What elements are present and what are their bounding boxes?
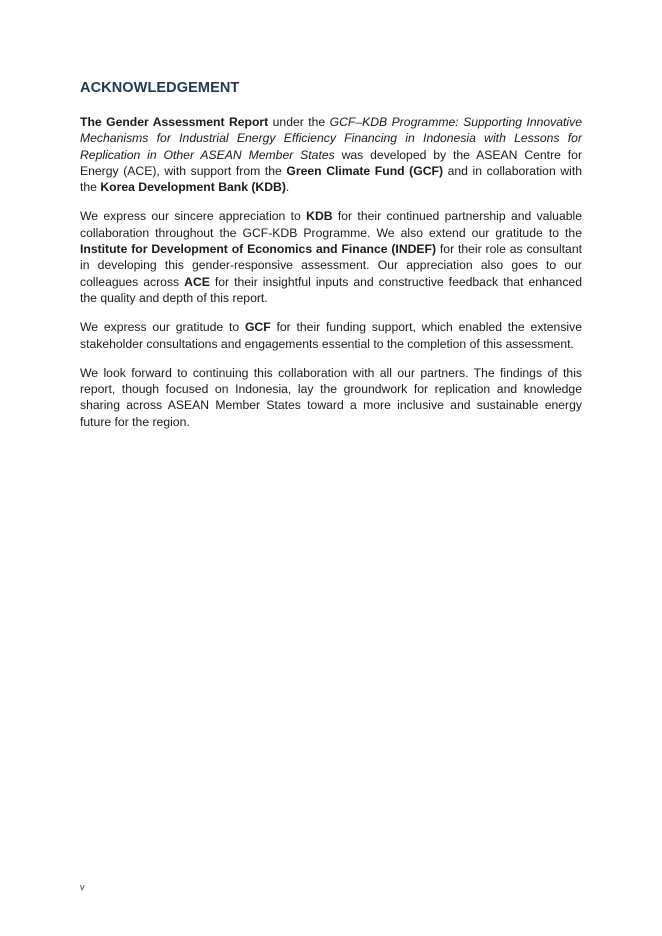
text-span: for their continued partnership and valuable collaboration throughout the GCF-KDB Programme. We also extend our gratitude to the xyxy=(80,209,582,240)
report-title-bold: The Gender Assessment Report xyxy=(80,115,269,129)
paragraph-3 xyxy=(80,319,582,352)
text-span: We express our gratitude to xyxy=(80,320,245,335)
acknowledgement-body xyxy=(80,114,582,443)
text-span: for their insightful inputs and constructive feedback that enhanced the quality and depth of this report. xyxy=(80,274,582,305)
gcf-bold: GCF xyxy=(244,320,271,335)
page-number: v xyxy=(80,882,85,892)
text-span: and in collaboration with the xyxy=(80,163,582,195)
page-title: ACKNOWLEDGEMENT xyxy=(80,80,240,96)
text-span: . xyxy=(285,180,290,195)
text-span: for their funding support, which enabled the extensive stakeholder consultations and engagements essential to the completion of this assessment. xyxy=(80,320,583,351)
ace-bold: ACE xyxy=(184,274,210,289)
text-span: We express our sincere appreciation to xyxy=(80,209,307,224)
text-span: We look forward to continuing this collaboration with all our partners. The findings of this report, though focused on Indonesia, lay the groundwork for replication and knowledge sharing across ASEAN Member States toward a more inclusive and sustainable energy future for the region. xyxy=(80,365,582,429)
kdb-name-bold: Korea Development Bank (KDB) xyxy=(100,180,286,195)
text-span: for their role as consultant in developing this gender-responsive assessment. Our appreciation also goes to our colleagues across xyxy=(80,242,583,289)
paragraph-2 xyxy=(80,208,582,306)
text-span: under the xyxy=(268,115,330,129)
programme-title-italic: GCF–KDB Programme: Supporting Innovative Mechanisms for Industrial Energy Efficiency Financing in Indonesia with Lessons for Replication in Other ASEAN Member States xyxy=(80,115,583,162)
paragraph-4 xyxy=(80,365,582,430)
indef-name-bold: Institute for Development of Economics and Finance (INDEF) xyxy=(80,242,437,257)
kdb-bold: KDB xyxy=(306,209,333,224)
paragraph-1 xyxy=(80,114,582,195)
text-span: was developed by the ASEAN Centre for Energy (ACE), with support from the xyxy=(80,147,583,178)
gcf-name-bold: Green Climate Fund (GCF) xyxy=(286,163,444,178)
